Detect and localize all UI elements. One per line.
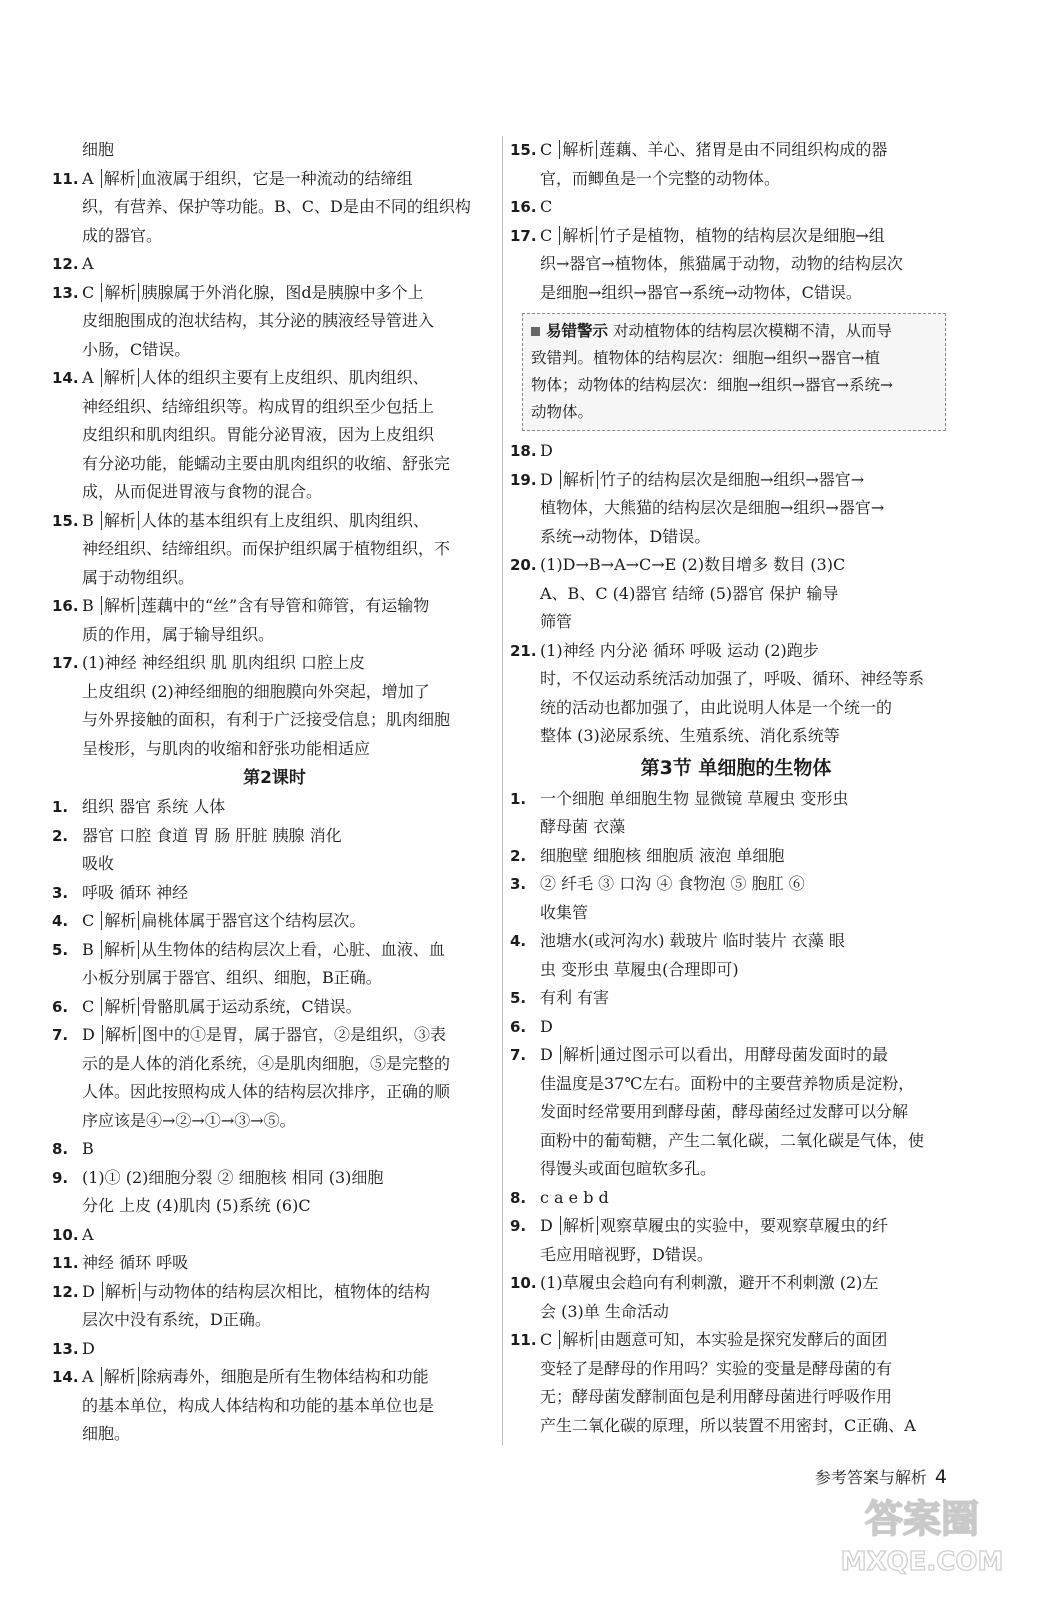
item-number: 19. [510, 470, 537, 489]
answer-text: 池塘水(或河沟水) 载玻片 临时装片 衣藻 眼 [540, 931, 845, 950]
answer-text: D 解析 图中的①是胃，属于器官，②是组织，③表 [82, 1025, 446, 1044]
analysis-tag: 解析 [101, 1367, 139, 1386]
item-number: 1. [52, 798, 69, 816]
answer-item [52, 993, 497, 1022]
analysis-tag: 解析 [560, 1045, 598, 1064]
answer-continuation: 织→器官→植物体，熊猫属于动物，动物的结构层次 [540, 254, 903, 273]
item-number: 4. [510, 932, 527, 950]
answer-item [510, 1269, 962, 1298]
answer-text: C [540, 197, 553, 216]
answer-text: ② 纤毛 ③ 口沟 ④ 食物泡 ⑤ 胞肛 ⑥ [540, 874, 805, 893]
item-number: 5. [510, 989, 527, 1007]
answer-item [52, 1135, 497, 1164]
answer-continuation: 佳温度是37℃左右。面粉中的主要营养物质是淀粉， [540, 1073, 915, 1093]
answer-item [52, 364, 497, 393]
item-number: 8. [510, 1188, 527, 1207]
answer-item [52, 1335, 497, 1364]
analysis-tag: 解析 [560, 1216, 598, 1235]
answer-continuation: 统的活动也都加强了，由此说明人体是一个统一的 [540, 697, 893, 717]
answer-item [52, 1363, 497, 1392]
error-warning-box [522, 313, 946, 431]
warning-line: 物体；动物体的结构层次：细胞→组织→器官→系统→ [531, 376, 893, 394]
answer-continuation: 皮组织和肌肉组织。胃能分泌胃液，因为上皮组织 [82, 425, 435, 444]
answer-text: C 解析 莲藕、羊心、猪胃是由不同组织构成的器 [540, 140, 888, 159]
answer-item [52, 649, 497, 678]
answer-continuation: 虫 变形虫 草履虫(合理即可) [540, 959, 739, 979]
answer-text: B [82, 1139, 94, 1158]
answer-text: (1)神经 内分泌 循环 呼吸 运动 (2)跑步 [540, 640, 819, 660]
svg-text:答案圈: 答案圈 [864, 1497, 980, 1541]
warning-line: 致错判。植物体的结构层次：细胞→组织→器官→植 [531, 349, 880, 367]
item-number: 17. [52, 654, 79, 672]
answer-continuation: 小肠，C错误。 [82, 339, 191, 359]
item-number: 9. [510, 1217, 527, 1235]
item-number: 8. [52, 1140, 69, 1158]
answer-item [510, 222, 962, 251]
answer-text: D 解析 通过图示可以看出，用酵母菌发面时的最 [540, 1045, 888, 1064]
answer-continuation: 神经组织、结缔组织等。构成胃的组织至少包括上 [82, 396, 435, 416]
answer-item [510, 1013, 962, 1042]
analysis-tag: 解析 [101, 940, 139, 959]
watermark-logo [837, 1490, 1007, 1580]
item-number: 14. [52, 1368, 79, 1386]
item-number: 17. [510, 226, 537, 245]
answer-text: A 解析 人体的组织主要有上皮组织、肌肉组织、 [82, 368, 429, 387]
item-number: 1. [510, 789, 527, 808]
analysis-tag: 解析 [101, 169, 139, 188]
answer-item [52, 1164, 497, 1193]
answer-text: A [82, 254, 94, 273]
answer-continuation: 小板分别属于器官、组织、细胞，B正确。 [82, 968, 382, 987]
answer-continuation: 会 (3)单 生命活动 [540, 1301, 669, 1321]
answer-text: 神经 循环 呼吸 [82, 1253, 189, 1272]
answer-item [510, 637, 962, 666]
item-number: 13. [52, 1339, 79, 1358]
item-number: 15. [52, 511, 79, 530]
answer-item [52, 1249, 497, 1278]
left-column [52, 136, 497, 1449]
answer-continuation: 神经组织、结缔组织。而保护组织属于植物组织，不 [82, 539, 451, 558]
answer-continuation: 得馒头或面包暄软多孔。 [540, 1159, 717, 1178]
answer-item [510, 1184, 962, 1213]
analysis-tag: 解析 [101, 368, 139, 387]
answer-continuation: 官，而鲫鱼是一个完整的动物体。 [540, 168, 781, 188]
answer-continuation: 时，不仅运动系统活动加强了，呼吸、循环、神经等系 [540, 669, 925, 688]
answer-text: 呼吸 循环 神经 [82, 882, 189, 902]
answer-continuation: 与外界接触的面积，有利于广泛接受信息；肌肉细胞 [82, 710, 451, 729]
item-number: 9. [52, 1168, 69, 1187]
answer-text: C 解析 竹子是植物，植物的结构层次是细胞→组 [540, 225, 885, 245]
answer-text: B 解析 人体的基本组织有上皮组织、肌肉组织、 [82, 510, 429, 530]
answer-text: 有利 有害 [540, 988, 610, 1007]
item-number: 20. [510, 556, 537, 574]
answer-text: (1)草履虫会趋向有利刺激，避开不利刺激 (2)左 [540, 1273, 879, 1292]
analysis-tag: 解析 [101, 911, 139, 930]
answer-text: D 解析 竹子的结构层次是细胞→组织→器官→ [540, 469, 865, 489]
column-divider [502, 136, 503, 1446]
answer-item [52, 1278, 497, 1307]
answer-text: A 解析 除病毒外，细胞是所有生物体结构和功能 [82, 1367, 429, 1386]
answer-item [52, 165, 497, 194]
answer-item [52, 1221, 497, 1250]
answer-text: A 解析 血液属于组织，它是一种流动的结缔组 [82, 168, 413, 188]
answer-continuation: 毛应用暗视野，D错误。 [540, 1244, 713, 1264]
answer-continuation: 细胞。 [82, 1424, 131, 1443]
item-number: 13. [52, 283, 79, 302]
item-number: 6. [52, 997, 69, 1016]
answer-continuation: 人体。因此按照构成人体的结构层次排序，正确的顺 [82, 1082, 451, 1101]
answer-text: D 解析 与动物体的结构层次相比，植物体的结构 [82, 1281, 430, 1301]
answer-continuation: 属于动物组织。 [82, 567, 195, 587]
answer-continuation: 植物体，大熊猫的结构层次是细胞→组织→器官→ [540, 498, 885, 517]
answer-text: C 解析 胰腺属于外消化腺，图d是胰腺中多个上 [82, 282, 424, 302]
answer-continuation: 筛管 [540, 612, 573, 631]
warning-title: 易错警示 [546, 322, 609, 340]
answer-text: (1)神经 神经组织 肌 肌肉组织 口腔上皮 [82, 653, 366, 672]
item-number: 5. [52, 940, 69, 959]
answer-continuation: 细胞 [82, 140, 115, 159]
answer-text: D [540, 441, 553, 460]
answer-item [510, 984, 962, 1013]
answer-continuation: 无；酵母菌发酵制面包是利用酵母菌进行呼吸作用 [540, 1387, 893, 1406]
answer-text: C 解析 扁桃体属于器官这个结构层次。 [82, 911, 366, 930]
answer-continuation: 酵母菌 衣藻 [540, 817, 626, 836]
answer-continuation: 序应该是④→②→①→③→⑤。 [82, 1110, 296, 1130]
answer-continuation: 有分泌功能，能蠕动主要由肌肉组织的收缩、舒张完 [82, 453, 451, 473]
item-number: 11. [510, 1331, 537, 1349]
answer-item [510, 870, 962, 899]
answer-item [510, 136, 962, 165]
svg-text:MXQE.COM: MXQE.COM [840, 1547, 1004, 1577]
answer-continuation: 整体 (3)泌尿系统、生殖系统、消化系统等 [540, 726, 840, 745]
answer-continuation: 分化 上皮 (4)肌肉 (5)系统 (6)C [82, 1196, 311, 1215]
answer-continuation: 是细胞→组织→器官→系统→动物体，C错误。 [540, 282, 862, 302]
answer-text: (1)① (2)细胞分裂 ② 细胞核 相同 (3)细胞 [82, 1167, 384, 1187]
item-number: 3. [510, 875, 527, 893]
item-number: 6. [510, 1017, 527, 1036]
answer-continuation: 皮细胞围成的泡状结构，其分泌的胰液经导管进入 [82, 311, 435, 330]
analysis-tag: 解析 [559, 1330, 597, 1349]
analysis-tag: 解析 [102, 1282, 140, 1301]
item-number: 10. [52, 1225, 79, 1244]
answer-continuation: 质的作用，属于输导组织。 [82, 624, 275, 644]
answer-item [510, 1212, 962, 1241]
answer-continuation: 产生二氧化碳的原理，所以装置不用密封，C正确、A [540, 1415, 916, 1435]
footer-label: 参考答案与解析 [814, 1468, 927, 1487]
answer-text: B 解析 从生物体的结构层次上看，心脏、血液、血 [82, 939, 445, 959]
answer-continuation: 系统→动物体，D错误。 [540, 526, 711, 546]
answer-continuation: 织，有营养、保护等功能。B、C、D是由不同的组织构 [82, 197, 471, 216]
analysis-tag: 解析 [101, 596, 139, 615]
item-number: 2. [510, 846, 527, 865]
answer-item [52, 250, 497, 279]
item-number: 16. [52, 597, 79, 615]
analysis-tag: 解析 [559, 226, 597, 245]
answer-item [52, 936, 497, 965]
answer-continuation: 收集管 [540, 902, 589, 922]
answer-item [510, 466, 962, 495]
right-column [510, 136, 962, 1440]
answer-item [52, 1021, 497, 1050]
analysis-tag: 解析 [101, 997, 139, 1016]
answer-item [52, 822, 497, 851]
item-number: 7. [510, 1046, 527, 1064]
answer-continuation: 上皮组织 (2)神经细胞的细胞膜向外突起，增加了 [82, 681, 430, 701]
page-number: 4 [934, 1466, 947, 1488]
section-heading: 第3节 单细胞的生物体 [640, 756, 832, 779]
warning-square-icon [531, 327, 540, 336]
answer-item [510, 927, 962, 956]
answer-continuation: 成，从而促进胃液与食物的混合。 [82, 482, 323, 501]
answer-text: A [82, 1224, 94, 1244]
analysis-tag: 解析 [101, 511, 139, 530]
answer-item [510, 437, 962, 466]
answer-text: 细胞壁 细胞核 细胞质 液泡 单细胞 [540, 845, 785, 865]
answer-continuation: 发面时经常要用到酵母菌，酵母菌经过发酵可以分解 [540, 1102, 909, 1121]
item-number: 2. [52, 826, 69, 845]
answer-continuation: 呈梭形，与肌肉的收缩和舒张功能相适应 [82, 738, 371, 758]
item-number: 3. [52, 883, 69, 902]
answer-text: (1)D→B→A→C→E (2)数目增多 数目 (3)C [540, 555, 846, 574]
answer-text: B 解析 莲藕中的“丝”含有导管和筛管，有运输物 [82, 596, 430, 615]
item-number: 18. [510, 442, 537, 460]
answer-text: 器官 口腔 食道 胃 肠 肝脏 胰腺 消化 [82, 825, 342, 845]
warning-line: 动物体。 [531, 403, 594, 421]
answer-continuation: 成的器官。 [82, 225, 163, 245]
answer-text: D [82, 1338, 95, 1358]
answer-item [52, 279, 497, 308]
item-number: 11. [52, 169, 79, 188]
answer-item [52, 907, 497, 936]
answer-item [52, 592, 497, 621]
answer-text: 组织 器官 系统 人体 [82, 797, 226, 816]
answer-text: 一个细胞 单细胞生物 显微镜 草履虫 变形虫 [540, 788, 849, 808]
answer-continuation: 变轻了是酵母的作用吗？实验的变量是酵母菌的有 [540, 1358, 893, 1378]
answer-item [510, 193, 962, 222]
item-number: 7. [52, 1026, 69, 1044]
analysis-tag: 解析 [560, 470, 598, 489]
warning-line: 对动植物体的结构层次模糊不清，从而导 [608, 322, 892, 340]
answer-text: C 解析 骨骼肌属于运动系统，C错误。 [82, 996, 362, 1016]
analysis-tag: 解析 [559, 140, 597, 159]
item-number: 12. [52, 255, 79, 273]
analysis-tag: 解析 [102, 1025, 140, 1044]
answer-continuation: 面粉中的葡萄糖，产生二氧化碳，二氧化碳是气体，使 [540, 1130, 925, 1150]
item-number: 10. [510, 1274, 537, 1292]
answer-item [510, 842, 962, 871]
answer-item [52, 507, 497, 536]
answer-continuation: 吸收 [82, 854, 115, 873]
item-number: 4. [52, 912, 69, 930]
item-number: 21. [510, 641, 537, 660]
answer-continuation: 示的是人体的消化系统，④是肌肉细胞，⑤是完整的 [82, 1053, 451, 1073]
answer-item [52, 879, 497, 908]
answer-item [510, 785, 962, 814]
item-number: 15. [510, 141, 537, 159]
answer-text: D [540, 1016, 553, 1036]
answer-text: D 解析 观察草履虫的实验中，要观察草履虫的纤 [540, 1216, 888, 1235]
item-number: 14. [52, 369, 79, 387]
answer-continuation: 层次中没有系统，D正确。 [82, 1310, 271, 1329]
item-number: 12. [52, 1282, 79, 1301]
answer-text: C 解析 由题意可知，本实验是探究发酵后的面团 [540, 1330, 888, 1349]
item-number: 16. [510, 198, 537, 216]
answer-continuation: 的基本单位，构成人体结构和功能的基本单位也是 [82, 1395, 435, 1415]
answer-item [52, 793, 497, 822]
section-heading: 第2课时 [243, 768, 306, 788]
answer-item [510, 551, 962, 580]
answer-item [510, 1326, 962, 1355]
analysis-tag: 解析 [101, 283, 139, 302]
answer-item [510, 1041, 962, 1070]
answer-continuation: A、B、C (4)器官 结缔 (5)器官 保护 输导 [540, 583, 839, 603]
item-number: 11. [52, 1254, 79, 1272]
answer-text: c a e b d [540, 1187, 609, 1207]
page-footer [815, 1465, 947, 1488]
